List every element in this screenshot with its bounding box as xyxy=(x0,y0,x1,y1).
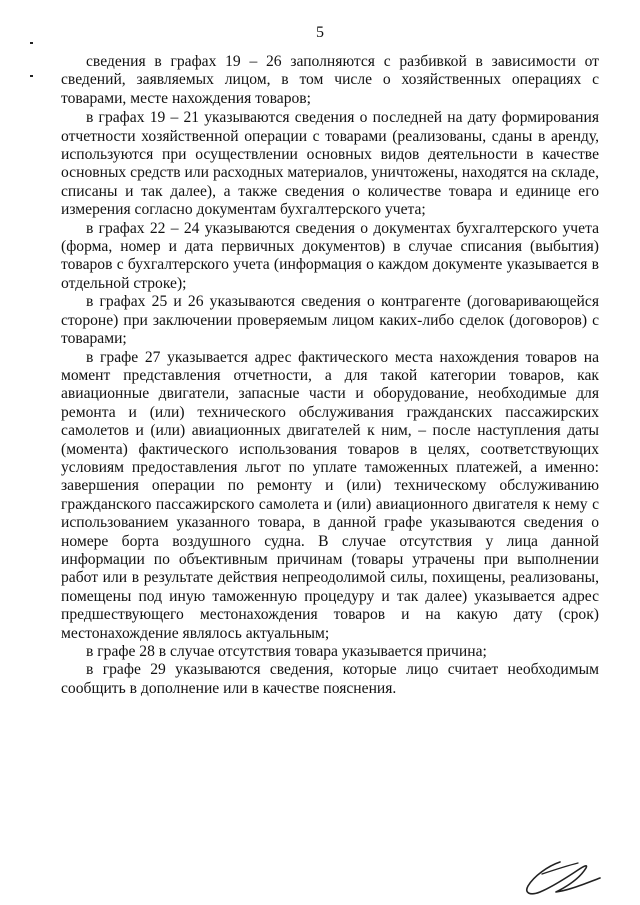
paragraph-column-29: в графе 29 указываются сведения, которые лицо считает необходимым сообщить в дополнение или в качестве пояснения. xyxy=(61,661,599,697)
paragraph-columns-19-26: сведения в графах 19 – 26 заполняются с разбивкой в зависимости от сведений, заявляемых лицом, в том числе о хозяйственных операциях с товарами, месте нахождения товаров; xyxy=(61,53,599,107)
paragraph-columns-25-26: в графах 25 и 26 указываются сведения о контрагенте (договаривающейся стороне) при заключении проверяемым лицом каких-либо сделок (договоров) с товарами; xyxy=(61,293,599,348)
margin-mark-top xyxy=(30,42,33,44)
handwritten-signature-icon xyxy=(508,852,604,900)
document-body xyxy=(61,53,599,698)
paragraph-column-27: в графе 27 указывается адрес фактического места нахождения товаров на момент представления отчетности, а для такой категории товаров, как авиационные двигатели, запасные части и оборудование, необходимые для ремонта и (или) технического обслуживания гражданских пассажирских самолетов и (или) авиационных двигателей к ним, – после наступления даты (момента) фактического использования товаров в целях, соответствующих условиям предоставления льгот по уплате таможенных платежей, а именно: завершения операции по ремонту и (или) техническому обслуживанию гражданского пассажирского самолета и (или) авиационного двигателя к нему с использованием указанного товара, в данной графе указываются сведения о номере борта воздушного судна. В случае отсутствия у лица данной информации по объективным причинам (товары утрачены при выполнении работ или в результате действия непреодолимой силы, похищены, реализованы, помещены под иную таможенную процедуру и так далее) указывается адрес предшествующего местонахождения товаров и на какую дату (срок) местонахождение являлось актуальным; xyxy=(61,348,599,642)
page-number: 5 xyxy=(316,24,324,41)
paragraph-column-28: в графе 28 в случае отсутствия товара указывается причина; xyxy=(86,643,487,660)
paragraph-columns-19-21: в графах 19 – 21 указываются сведения о последней на дату формирования отчетности хозяйственной операции с товарами (реализованы, сданы в аренду, используются при осуществлении основных видов деятельности в качестве основных средств или расходных материалов, уничтожены, находятся на складе, списаны и так далее), а также сведения о количестве товара и единице его измерения согласно документам бухгалтерского учета; xyxy=(61,109,599,219)
paragraph-columns-22-24: в графах 22 – 24 указываются сведения о документах бухгалтерского учета (форма, номер и дата первичных документов) в случае списания (выбытия) товаров с бухгалтерского учета (информация о каждом документе указывается в отдельной строке); xyxy=(61,219,599,292)
margin-mark-bottom xyxy=(30,75,33,77)
